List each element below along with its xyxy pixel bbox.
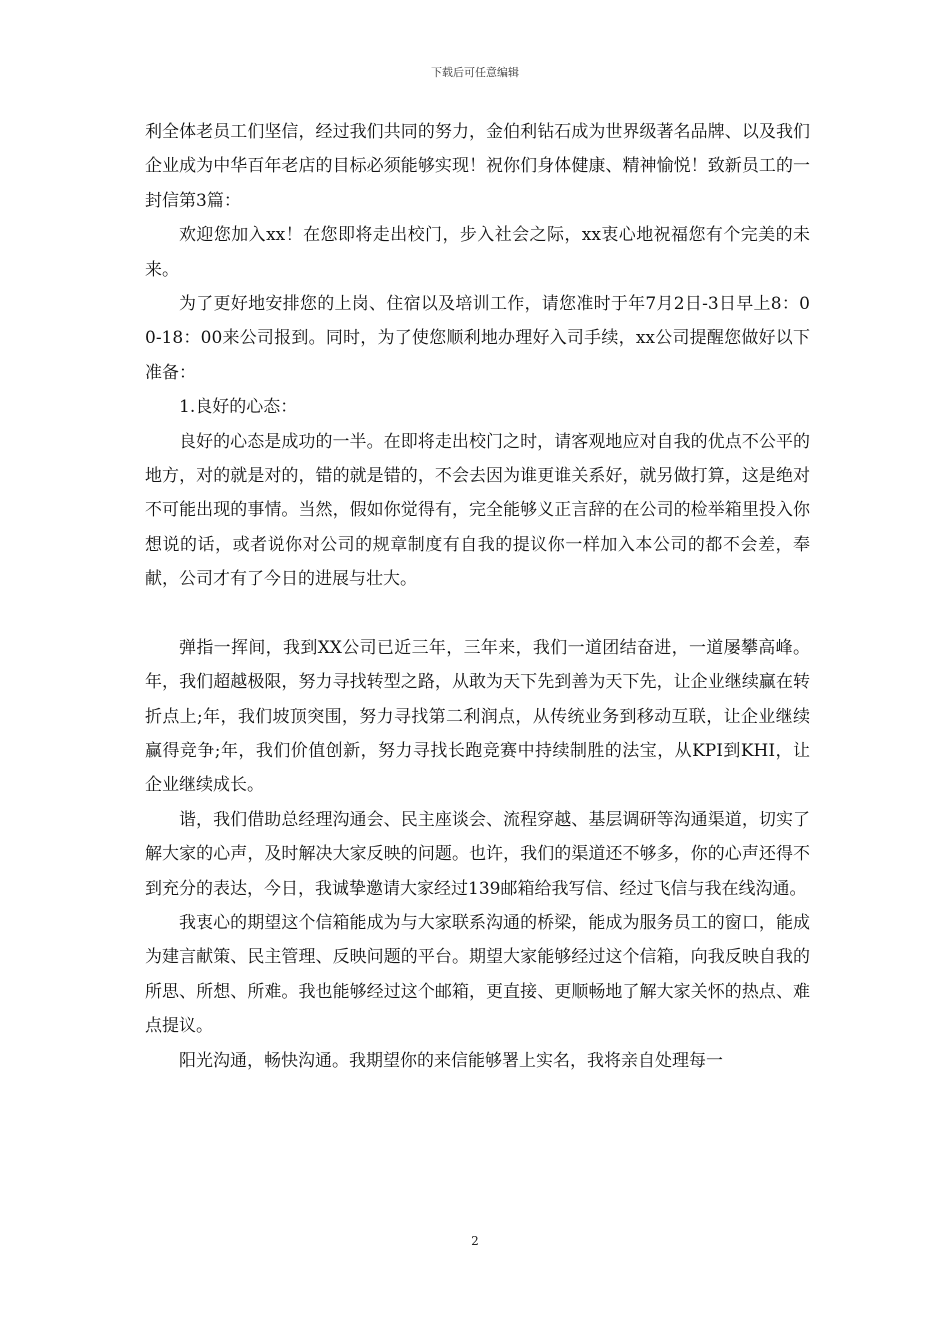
document-body <box>145 115 810 1078</box>
paragraph: 利全体老员工们坚信，经过我们共同的努力，金伯利钻石成为世界级著名品牌、以及我们企业成为中华百年老店的目标必须能够实现！祝你们身体健康、精神愉悦！致新员工的一封信第3篇： <box>145 122 810 211</box>
paragraph-gap <box>145 597 810 631</box>
paragraph: 阳光沟通，畅快沟通。我期望你的来信能够署上实名，我将亲自处理每一 <box>179 1050 723 1071</box>
paragraph: 为了更好地安排您的上岗、住宿以及培训工作，请您准时于年7月2日-3日早上8：00-18：00来公司报到。同时，为了使您顺利地办理好入司手续，xx公司提醒您做好以下准备： <box>145 294 810 383</box>
paragraph: 欢迎您加入xx！在您即将走出校门，步入社会之际，xx衷心地祝福您有个完美的未来。 <box>145 225 810 280</box>
paragraph: 谐，我们借助总经理沟通会、民主座谈会、流程穿越、基层调研等沟通渠道，切实了解大家的心声，及时解决大家反映的问题。也许，我们的渠道还不够多，你的心声还得不到充分的表达，今日，我诚挚邀请大家经过139邮箱给我写信、经过飞信与我在线沟通。 <box>145 809 810 899</box>
list-heading: 1.良好的心态： <box>179 397 298 418</box>
page-header-note: 下载后可任意编辑 <box>431 66 519 79</box>
page-number: 2 <box>471 1234 479 1248</box>
paragraph: 我衷心的期望这个信箱能成为与大家联系沟通的桥梁，能成为服务员工的窗口，能成为建言献策、民主管理、反映问题的平台。期望大家能够经过这个信箱，向我反映自我的所思、所想、所难。我也能够经过这个邮箱，更直接、更顺畅地了解大家关怀的热点、难点提议。 <box>145 912 810 1037</box>
paragraph: 弹指一挥间，我到XX公司已近三年，三年来，我们一道团结奋进，一道屡攀高峰。年，我们超越极限，努力寻找转型之路，从敢为天下先到善为天下先，让企业继续赢在转折点上;年，我们坡顶突围，努力寻找第二利润点，从传统业务到移动互联，让企业继续赢得竞争;年，我们价值创新，努力寻找长跑竞赛中持续制胜的法宝，从KPI到KHI，让企业继续成长。 <box>145 637 810 796</box>
paragraph: 良好的心态是成功的一半。在即将走出校门之时，请客观地应对自我的优点不公平的地方，对的就是对的，错的就是错的，不会去因为谁更谁关系好，就另做打算，这是绝对不可能出现的事情。当然，假如你觉得有，完全能够义正言辞的在公司的检举箱里投入你想说的话，或者说你对公司的规章制度有自我的提议你一样加入本公司的都不会差，奉献，公司才有了今日的进展与壮大。 <box>145 431 810 590</box>
